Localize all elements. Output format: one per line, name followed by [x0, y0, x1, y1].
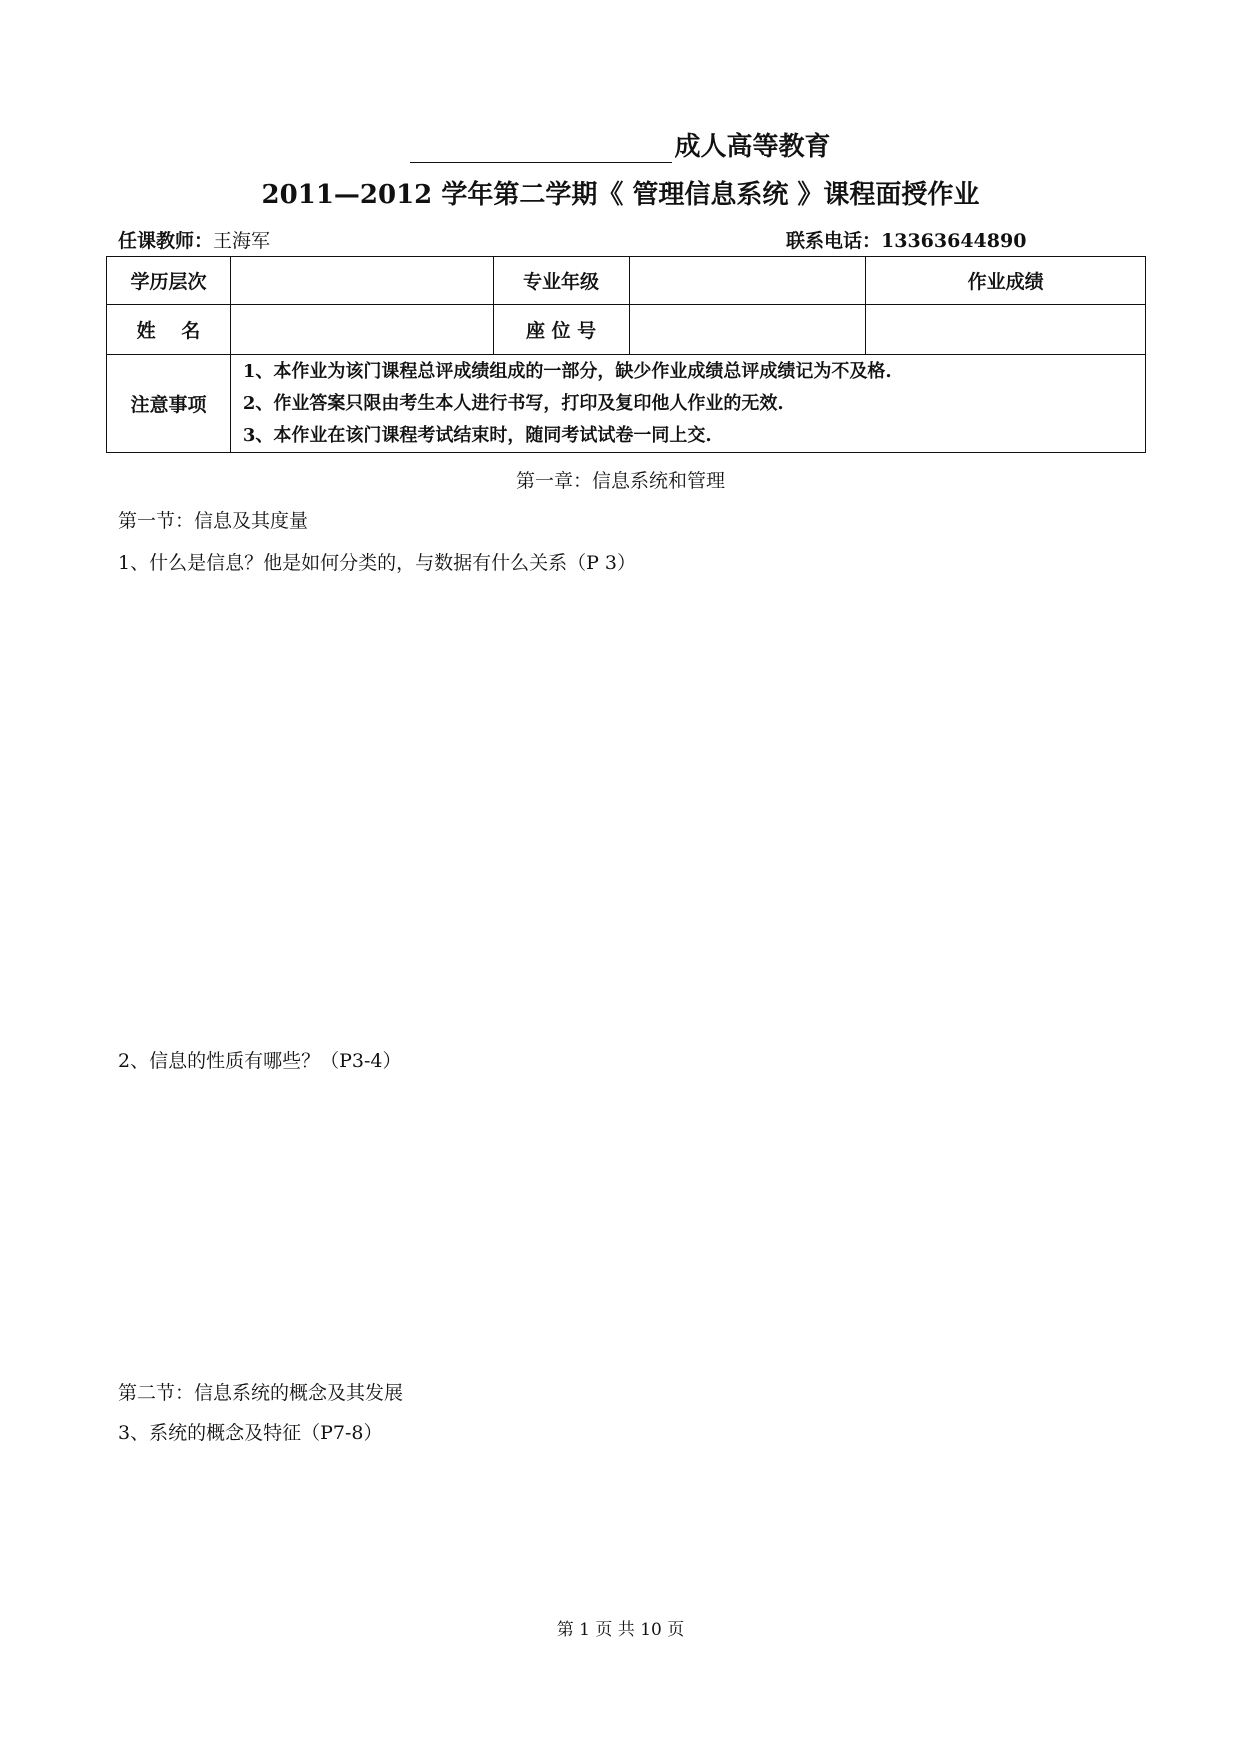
notes-label: 注意事项 [107, 355, 231, 453]
teacher-label: 任课教师： [118, 230, 214, 252]
seat-label: 座 位 号 [493, 305, 629, 355]
institution-title [0, 126, 1241, 163]
section-heading: 第一节：信息及其度量 [118, 510, 309, 532]
score-label: 作业成绩 [866, 257, 1146, 305]
institution-name: 成人高等教育 [674, 132, 831, 162]
name-label: 姓 名 [107, 305, 231, 355]
teacher-name: 王海军 [213, 230, 271, 252]
major-field[interactable] [629, 257, 866, 305]
phone-label: 联系电话： [786, 230, 882, 252]
page-number: 第 1 页 共 10 页 [556, 1620, 685, 1640]
note-item: 1、本作业为该门课程总评成绩组成的一部分，缺少作业成绩总评成绩记为不及格. [242, 360, 892, 382]
level-field[interactable] [230, 257, 493, 305]
teacher-info [118, 226, 270, 253]
institution-blank-line [410, 136, 672, 163]
phone-number: 13363644890 [881, 230, 1027, 252]
course-title: 2011—2012 学年第二学期《 管理信息系统 》课程面授作业 [261, 180, 980, 210]
notes-cell [230, 355, 1145, 453]
phone-info [786, 226, 1026, 253]
note-item: 3、本作业在该门课程考试结束时，随同考试试卷一同上交. [242, 424, 712, 446]
name-field[interactable] [230, 305, 493, 355]
question-2: 2、信息的性质有哪些？（P3-4） [118, 1050, 402, 1072]
level-label: 学历层次 [107, 257, 231, 305]
section-heading: 第二节：信息系统的概念及其发展 [118, 1382, 404, 1404]
question-3: 3、系统的概念及特征（P7-8） [118, 1422, 383, 1444]
score-field[interactable] [866, 305, 1146, 355]
seat-field[interactable] [629, 305, 866, 355]
chapter-heading: 第一章：信息系统和管理 [515, 470, 725, 492]
note-item: 2、作业答案只限由考生本人进行书写，打印及复印他人作业的无效. [242, 392, 784, 414]
question-1: 1、什么是信息？他是如何分类的，与数据有什么关系（P 3） [118, 552, 637, 574]
major-label: 专业年级 [493, 257, 629, 305]
student-info-table [106, 256, 1146, 453]
